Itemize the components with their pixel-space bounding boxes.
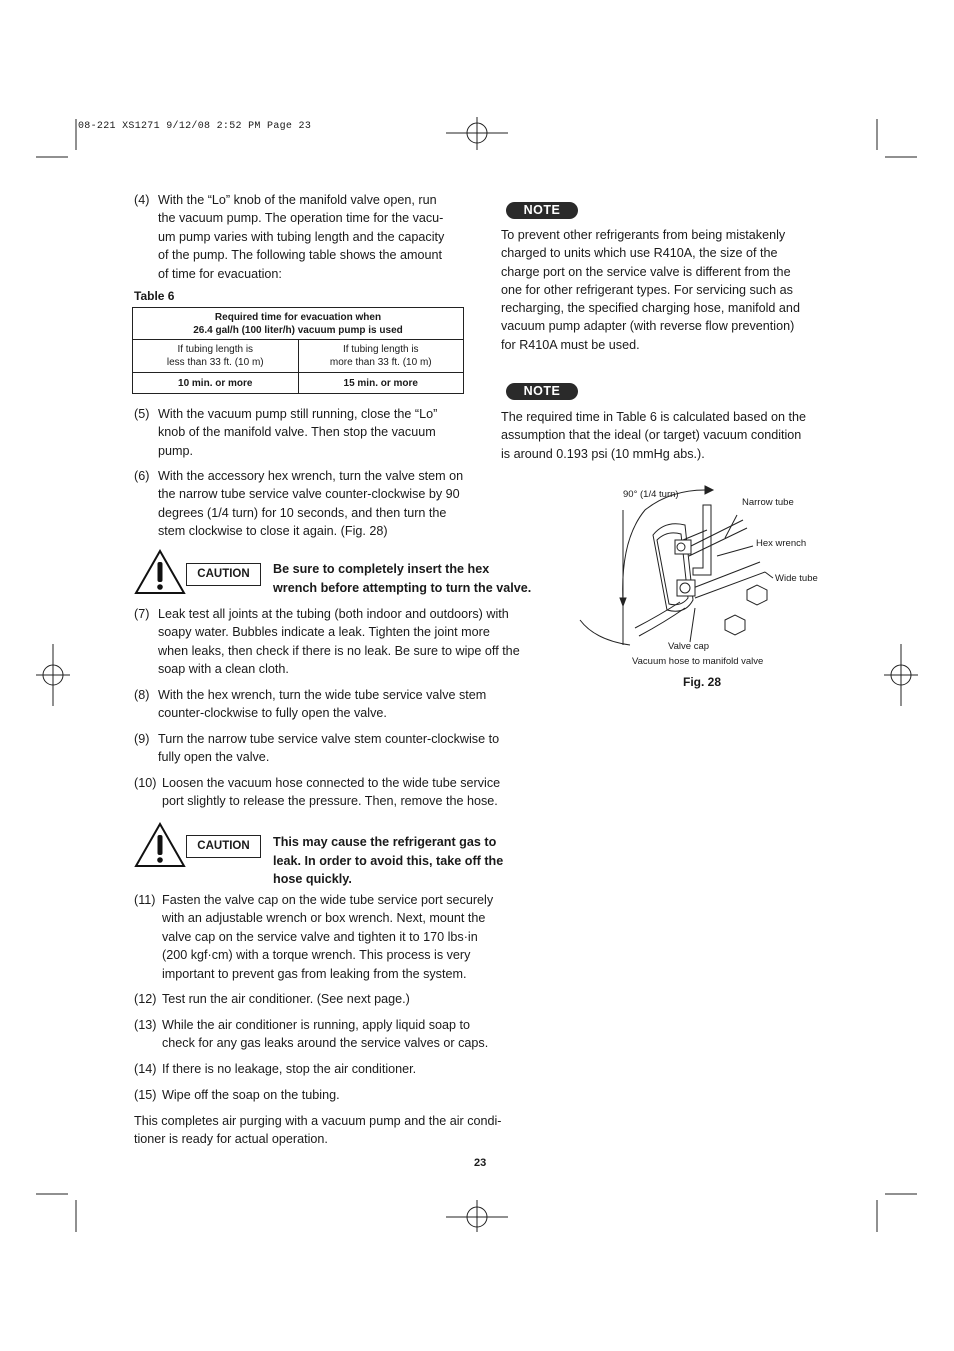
note-line: recharging, the specified charging hose, manifold and bbox=[501, 301, 800, 316]
step-line: um pump varies with tubing length and the capacity bbox=[158, 229, 445, 244]
step-line: Fasten the valve cap on the wide tube service port securely bbox=[162, 893, 494, 907]
note-line: assumption that the ideal (or target) vacuum condition bbox=[501, 428, 802, 443]
step-line: stem clockwise to close it again. (Fig. 28) bbox=[158, 524, 388, 539]
step-number: (10) bbox=[134, 776, 157, 790]
heading-line: Required time for evacuation when bbox=[214, 311, 382, 323]
label-wide-tube: Wide tube bbox=[775, 573, 818, 584]
note-badge: NOTE bbox=[506, 202, 578, 219]
paragraph-line: tioner is ready for actual operation. bbox=[134, 1132, 328, 1147]
note-line: vacuum pump adapter (with reverse flow prevention) bbox=[501, 319, 795, 334]
note-line: one for other refrigerant types. For servicing such as bbox=[501, 282, 793, 297]
step-line: when leaks, then check if there is no leak. Be sure to wipe off the bbox=[158, 643, 520, 658]
step-number: (11) bbox=[134, 893, 156, 907]
page-number: 23 bbox=[474, 1157, 487, 1169]
step-line: degrees (1/4 turn) for 10 seconds, and then turn the bbox=[158, 505, 447, 520]
step-line: If there is no leakage, stop the air conditioner. bbox=[162, 1062, 417, 1076]
caution-label: CAUTION bbox=[186, 835, 261, 858]
note-line: is around 0.193 psi (10 mmHg abs.). bbox=[501, 446, 705, 461]
step-line: With the vacuum pump still running, close the “Lo” bbox=[158, 407, 438, 421]
step-line: With the hex wrench, turn the wide tube service valve stem bbox=[158, 688, 487, 702]
note-badge: NOTE bbox=[506, 383, 578, 400]
caution-message bbox=[273, 833, 533, 889]
note-line: charge port on the service valve is different from the bbox=[501, 264, 791, 279]
table-row bbox=[133, 340, 464, 373]
step-line: While the air conditioner is running, apply liquid soap to bbox=[162, 1018, 471, 1032]
table-cell: 10 min. or more bbox=[133, 373, 299, 394]
note-line: for R410A must be used. bbox=[501, 337, 640, 352]
table-cell: 15 min. or more bbox=[298, 373, 464, 394]
step-line: Test run the air conditioner. (See next page.) bbox=[162, 992, 410, 1006]
step-number: (15) bbox=[134, 1088, 157, 1102]
caution-line: This may cause the refrigerant gas to bbox=[273, 835, 497, 849]
step-number: (4) bbox=[134, 193, 150, 207]
evacuation-time-table bbox=[132, 307, 464, 394]
paragraph-line: This completes air purging with a vacuum pump and the air condi- bbox=[134, 1114, 502, 1128]
closing-paragraph bbox=[134, 1112, 534, 1148]
step-line: the narrow tube service valve counter-clockwise by 90 bbox=[158, 487, 460, 502]
step-number: (8) bbox=[134, 688, 150, 702]
step-line: Wipe off the soap on the tubing. bbox=[162, 1088, 340, 1102]
cell-line: less than 33 ft. (10 m) bbox=[166, 357, 264, 368]
step-line: soapy water. Bubbles indicate a leak. Tighten the joint more bbox=[158, 625, 490, 640]
note-line: To prevent other refrigerants from being mistakenly bbox=[501, 228, 786, 242]
step-line: Leak test all joints at the tubing (both indoor and outdoors) with bbox=[158, 607, 509, 621]
step-line: important to prevent gas from leaking from the system. bbox=[162, 966, 467, 981]
step-number: (5) bbox=[134, 407, 150, 421]
label-valve-cap: Valve cap bbox=[668, 641, 710, 652]
step-line: of the pump. The following table shows the amount bbox=[158, 248, 442, 263]
table-cell bbox=[298, 340, 464, 373]
note-text bbox=[501, 226, 831, 354]
step-number: (13) bbox=[134, 1018, 157, 1032]
cell-line: If tubing length is bbox=[177, 344, 254, 355]
step-line: port slightly to release the pressure. Then, remove the hose. bbox=[162, 794, 498, 809]
step-line: (200 kgf·cm) with a torque wrench. This process is very bbox=[162, 948, 471, 963]
caution-line: hose quickly. bbox=[273, 872, 352, 887]
step-line: pump. bbox=[158, 443, 194, 458]
heading-line: 26.4 gal/h (100 liter/h) vacuum pump is used bbox=[193, 324, 403, 336]
step-line: fully open the valve. bbox=[158, 750, 270, 765]
cell-line: more than 33 ft. (10 m) bbox=[329, 357, 432, 368]
caution-message bbox=[273, 560, 563, 597]
step-line: with an adjustable wrench or box wrench. Next, mount the bbox=[162, 911, 486, 926]
caution-line: Be sure to completely insert the hex bbox=[273, 562, 490, 576]
step-line: the vacuum pump. The operation time for the vacu- bbox=[158, 211, 444, 226]
note-line: charged to units which use R410A, the size of the bbox=[501, 246, 778, 261]
label-vacuum-hose: Vacuum hose to manifold valve bbox=[632, 656, 764, 667]
step-number: (7) bbox=[134, 607, 150, 621]
print-slug: 08-221 XS1271 9/12/08 2:52 PM Page 23 bbox=[78, 121, 312, 132]
step-line: valve cap on the service valve and tighten it to 170 lbs·in bbox=[162, 929, 478, 944]
step-line: Turn the narrow tube service valve stem counter-clockwise to bbox=[158, 732, 500, 746]
step-line: check for any gas leaks around the service valves or caps. bbox=[162, 1036, 489, 1051]
step-line: of time for evacuation: bbox=[158, 266, 282, 281]
step-line: knob of the manifold valve. Then stop the vacuum bbox=[158, 425, 436, 440]
note-line: The required time in Table 6 is calculated based on the bbox=[501, 410, 807, 424]
label-narrow-tube: Narrow tube bbox=[742, 497, 794, 508]
step-number: (9) bbox=[134, 732, 150, 746]
label-hex-wrench: Hex wrench bbox=[756, 538, 807, 549]
step-line: With the “Lo” knob of the manifold valve open, run bbox=[158, 193, 437, 207]
table-cell bbox=[133, 340, 299, 373]
label-rotation: 90° (1/4 turn) bbox=[623, 489, 679, 500]
cell-line: If tubing length is bbox=[342, 344, 419, 355]
step-number: (14) bbox=[134, 1062, 157, 1076]
caution-line: wrench before attempting to turn the valve. bbox=[273, 580, 532, 595]
caution-label: CAUTION bbox=[186, 563, 261, 586]
step-line: With the accessory hex wrench, turn the valve stem on bbox=[158, 469, 464, 483]
table-label: Table 6 bbox=[134, 289, 175, 303]
note-text bbox=[501, 408, 831, 463]
figure-caption: Fig. 28 bbox=[683, 675, 722, 689]
step-number: (6) bbox=[134, 469, 150, 483]
table-heading bbox=[133, 308, 464, 340]
step-line: counter-clockwise to fully open the valve. bbox=[158, 706, 387, 721]
caution-line: leak. In order to avoid this, take off the bbox=[273, 853, 504, 868]
warning-triangle-icon bbox=[134, 822, 186, 868]
step-number: (12) bbox=[134, 992, 157, 1006]
table-row bbox=[133, 308, 464, 340]
table-row bbox=[133, 373, 464, 394]
step-line: Loosen the vacuum hose connected to the wide tube service bbox=[162, 776, 501, 790]
step-line: soap with a clean cloth. bbox=[158, 662, 289, 677]
warning-triangle-icon bbox=[134, 549, 186, 595]
